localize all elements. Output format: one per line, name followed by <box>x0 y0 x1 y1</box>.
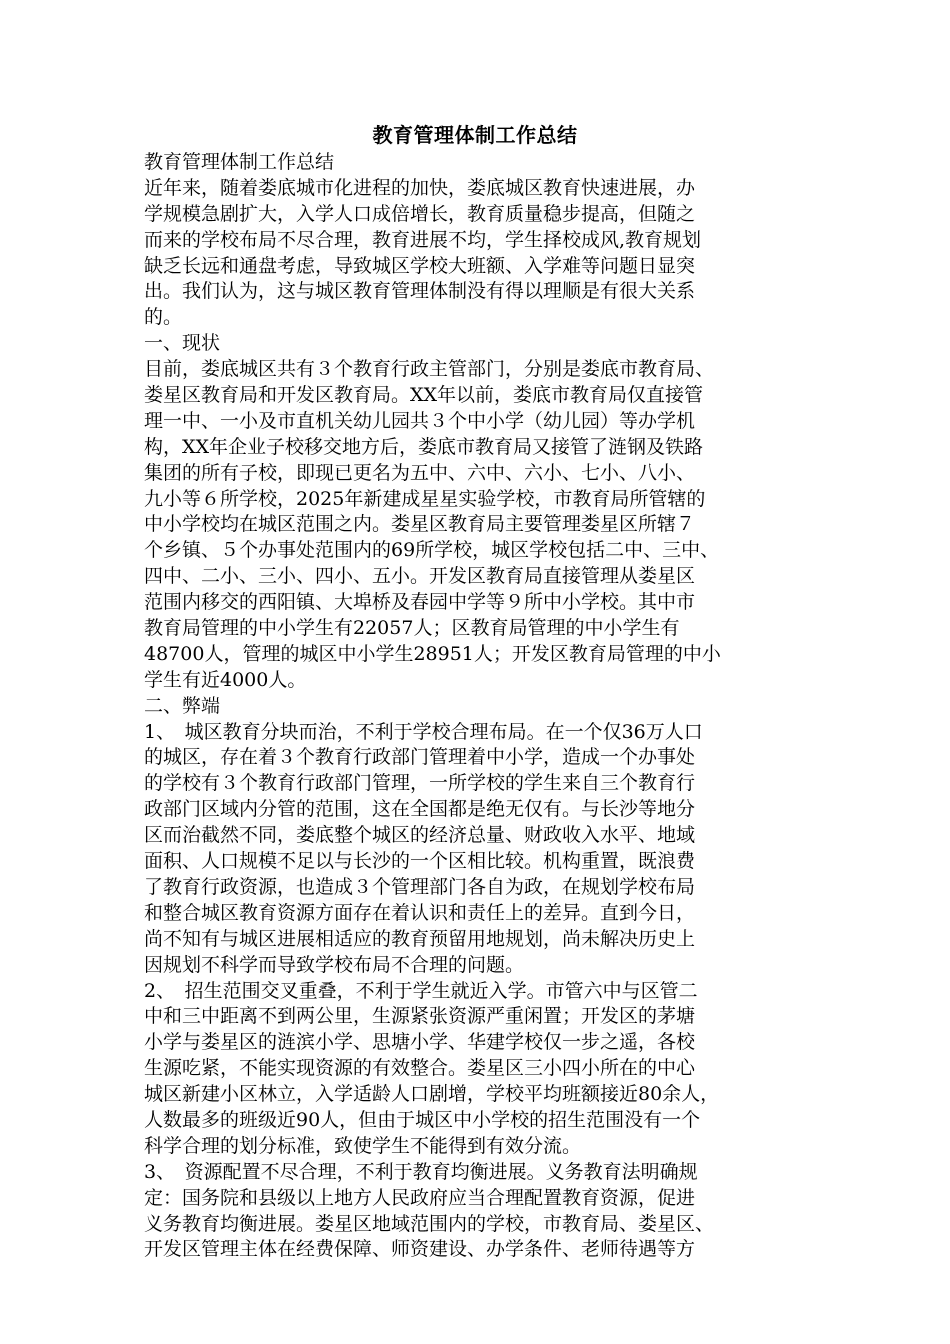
text-line: 因规划不科学而导致学校布局不合理的问题。 <box>144 953 525 976</box>
text-line: 2、 招生范围交叉重叠，不利于学生就近入学。市管六中与区管二 <box>144 979 698 1002</box>
text-line: 的。 <box>144 306 183 329</box>
text-line: 中小学校均在城区范围之内。娄星区教育局主要管理娄星区所辖７ <box>144 513 696 536</box>
text-line: 开发区管理主体在经费保障、师资建设、办学条件、老师待遇等方 <box>144 1238 696 1261</box>
text-line: 学生有近4000人。 <box>144 668 307 691</box>
text-line: 生源吃紧，不能实现资源的有效整合。娄星区三小四小所在的中心 <box>144 1057 696 1080</box>
text-line: 城区新建小区林立，入学适龄人口剧增，学校平均班额接近80余人， <box>144 1083 720 1106</box>
text-line: 构，XX年企业子校移交地方后，娄底市教育局又接管了涟钢及铁路 <box>144 435 704 458</box>
text-line: 近年来，随着娄底城市化进程的加快，娄底城区教育快速进展，办 <box>144 176 696 199</box>
text-line: 面积、人口规模不足以与长沙的一个区相比较。机构重置，既浪费 <box>144 850 696 873</box>
text-line: 学规模急剧扩大，入学人口成倍增长，教育质量稳步提高，但随之 <box>144 202 696 225</box>
text-line: 四中、二小、三小、四小、五小。开发区教育局直接管理从娄星区 <box>144 565 696 588</box>
text-line: 集团的所有子校，即现已更名为五中、六中、六小、七小、八小、 <box>144 461 696 484</box>
text-line: 个乡镇、５个办事处范围内的69所学校，城区学校包括二中、三中、 <box>144 539 720 562</box>
text-line: 尚不知有与城区进展相适应的教育预留用地规划，尚未解决历史上 <box>144 927 696 950</box>
text-line: 范围内移交的西阳镇、大埠桥及春园中学等９所中小学校。其中市 <box>144 591 696 614</box>
text-line: 九小等６所学校，2025年新建成星星实验学校，市教育局所管辖的 <box>144 487 706 510</box>
text-line: 1、 城区教育分块而治，不利于学校合理布局。在一个仅36万人口 <box>144 720 703 743</box>
text-line: 教育局管理的中小学生有22057人；区教育局管理的中小学生有 <box>144 617 680 640</box>
text-line: 出。我们认为，这与城区教育管理体制没有得以理顺是有很大关系 <box>144 280 696 303</box>
text-line: 区而治截然不同，娄底整个城区的经济总量、财政收入水平、地域 <box>144 824 696 847</box>
text-line: 的城区，存在着３个教育行政部门管理着中小学，造成一个办事处 <box>144 746 696 769</box>
text-line: 定：国务院和县级以上地方人民政府应当合理配置教育资源，促进 <box>144 1186 696 1209</box>
text-line: 政部门区域内分管的范围，这在全国都是绝无仅有。与长沙等地分 <box>144 798 696 821</box>
text-line: 的学校有３个教育行政部门管理，一所学校的学生来自三个教育行 <box>144 772 696 795</box>
text-line: 二、弊端 <box>144 694 221 717</box>
text-line: 理一中、一小及市直机关幼儿园共３个中小学（幼儿园）等办学机 <box>144 409 696 432</box>
text-line: 3、 资源配置不尽合理，不利于教育均衡进展。义务教育法明确规 <box>144 1160 698 1183</box>
text-line: 人数最多的班级近90人，但由于城区中小学校的招生范围没有一个 <box>144 1108 701 1131</box>
text-line: 中和三中距离不到两公里，生源紧张资源严重闲置；开发区的茅塘 <box>144 1005 696 1028</box>
text-line: 科学合理的划分标准，致使学生不能得到有效分流。 <box>144 1134 582 1157</box>
text-line: 而来的学校布局不尽合理，教育进展不均，学生择校成风,教育规划 <box>144 228 702 251</box>
text-line: 教育管理体制工作总结 <box>144 151 335 173</box>
text-line: 娄星区教育局和开发区教育局。XX年以前，娄底市教育局仅直接管 <box>144 384 704 407</box>
text-line: 和整合城区教育资源方面存在着认识和责任上的差异。直到今日， <box>144 901 696 924</box>
text-line: 48700人，管理的城区中小学生28951人；开发区教育局管理的中小 <box>144 642 721 665</box>
text-line: 目前，娄底城区共有３个教育行政主管部门，分别是娄底市教育局、 <box>144 358 715 381</box>
text-line: 小学与娄星区的涟滨小学、思塘小学、华建学校仅一步之遥，各校 <box>144 1031 696 1054</box>
text-line: 一、现状 <box>144 332 221 355</box>
document-title: 教育管理体制工作总结 <box>372 123 578 147</box>
text-line: 义务教育均衡进展。娄星区地域范围内的学校，市教育局、娄星区、 <box>144 1212 715 1235</box>
document-body <box>144 150 809 1263</box>
text-line: 缺乏长远和通盘考虑，导致城区学校大班额、入学难等问题日显突 <box>144 254 696 277</box>
text-line: 了教育行政资源，也造成３个管理部门各自为政，在规划学校布局 <box>144 875 696 898</box>
